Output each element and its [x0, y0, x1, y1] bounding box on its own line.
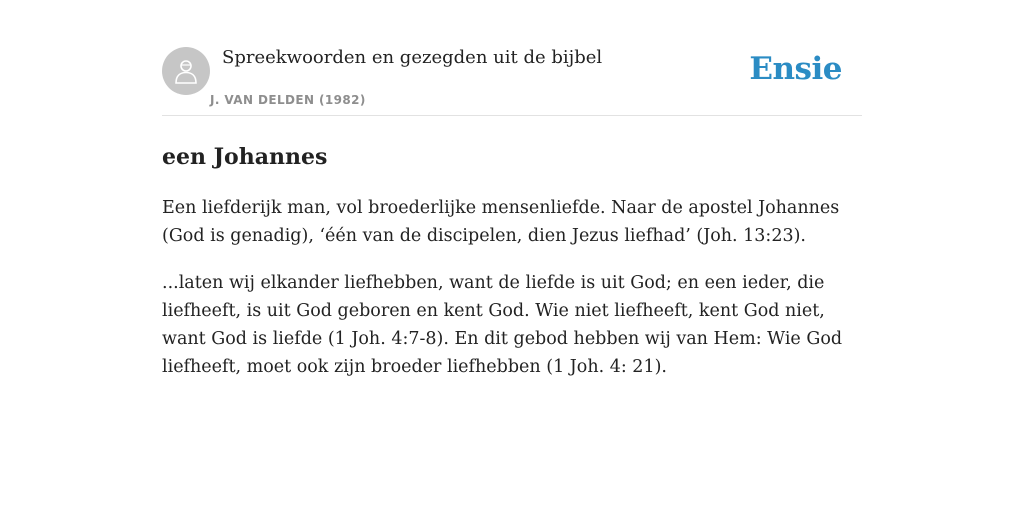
entry-title: een Johannes [162, 144, 328, 170]
user-silhouette-icon [172, 57, 200, 85]
book-title[interactable]: Spreekwoorden en gezegden uit de bijbel [222, 47, 603, 68]
entry-paragraph: Een liefderijk man, vol broederlijke mensenliefde. Naar de apostel Johannes (God is genadig), ‘één van de discipelen, dien Jezus liefhad’ (Joh. 13:23). [162, 198, 840, 246]
ensie-logo[interactable]: Ensie [749, 51, 842, 87]
entry-header [162, 46, 862, 116]
author-name[interactable]: J. VAN DELDEN (1982) [210, 93, 366, 107]
entry-paragraph: ...laten wij elkander liefhebben, want de liefde is uit God; en een ieder, die liefheeft, is uit God geboren en kent God. Wie niet liefheeft, kent God niet, want God is liefde (1 Joh. 4:7-8). En dit gebod hebben wij van Hem: Wie God liefheeft, moet ook zijn broeder liefhebben (1 Joh. 4: 21). [162, 273, 843, 377]
entry-card [162, 46, 862, 381]
author-avatar[interactable] [162, 47, 210, 95]
